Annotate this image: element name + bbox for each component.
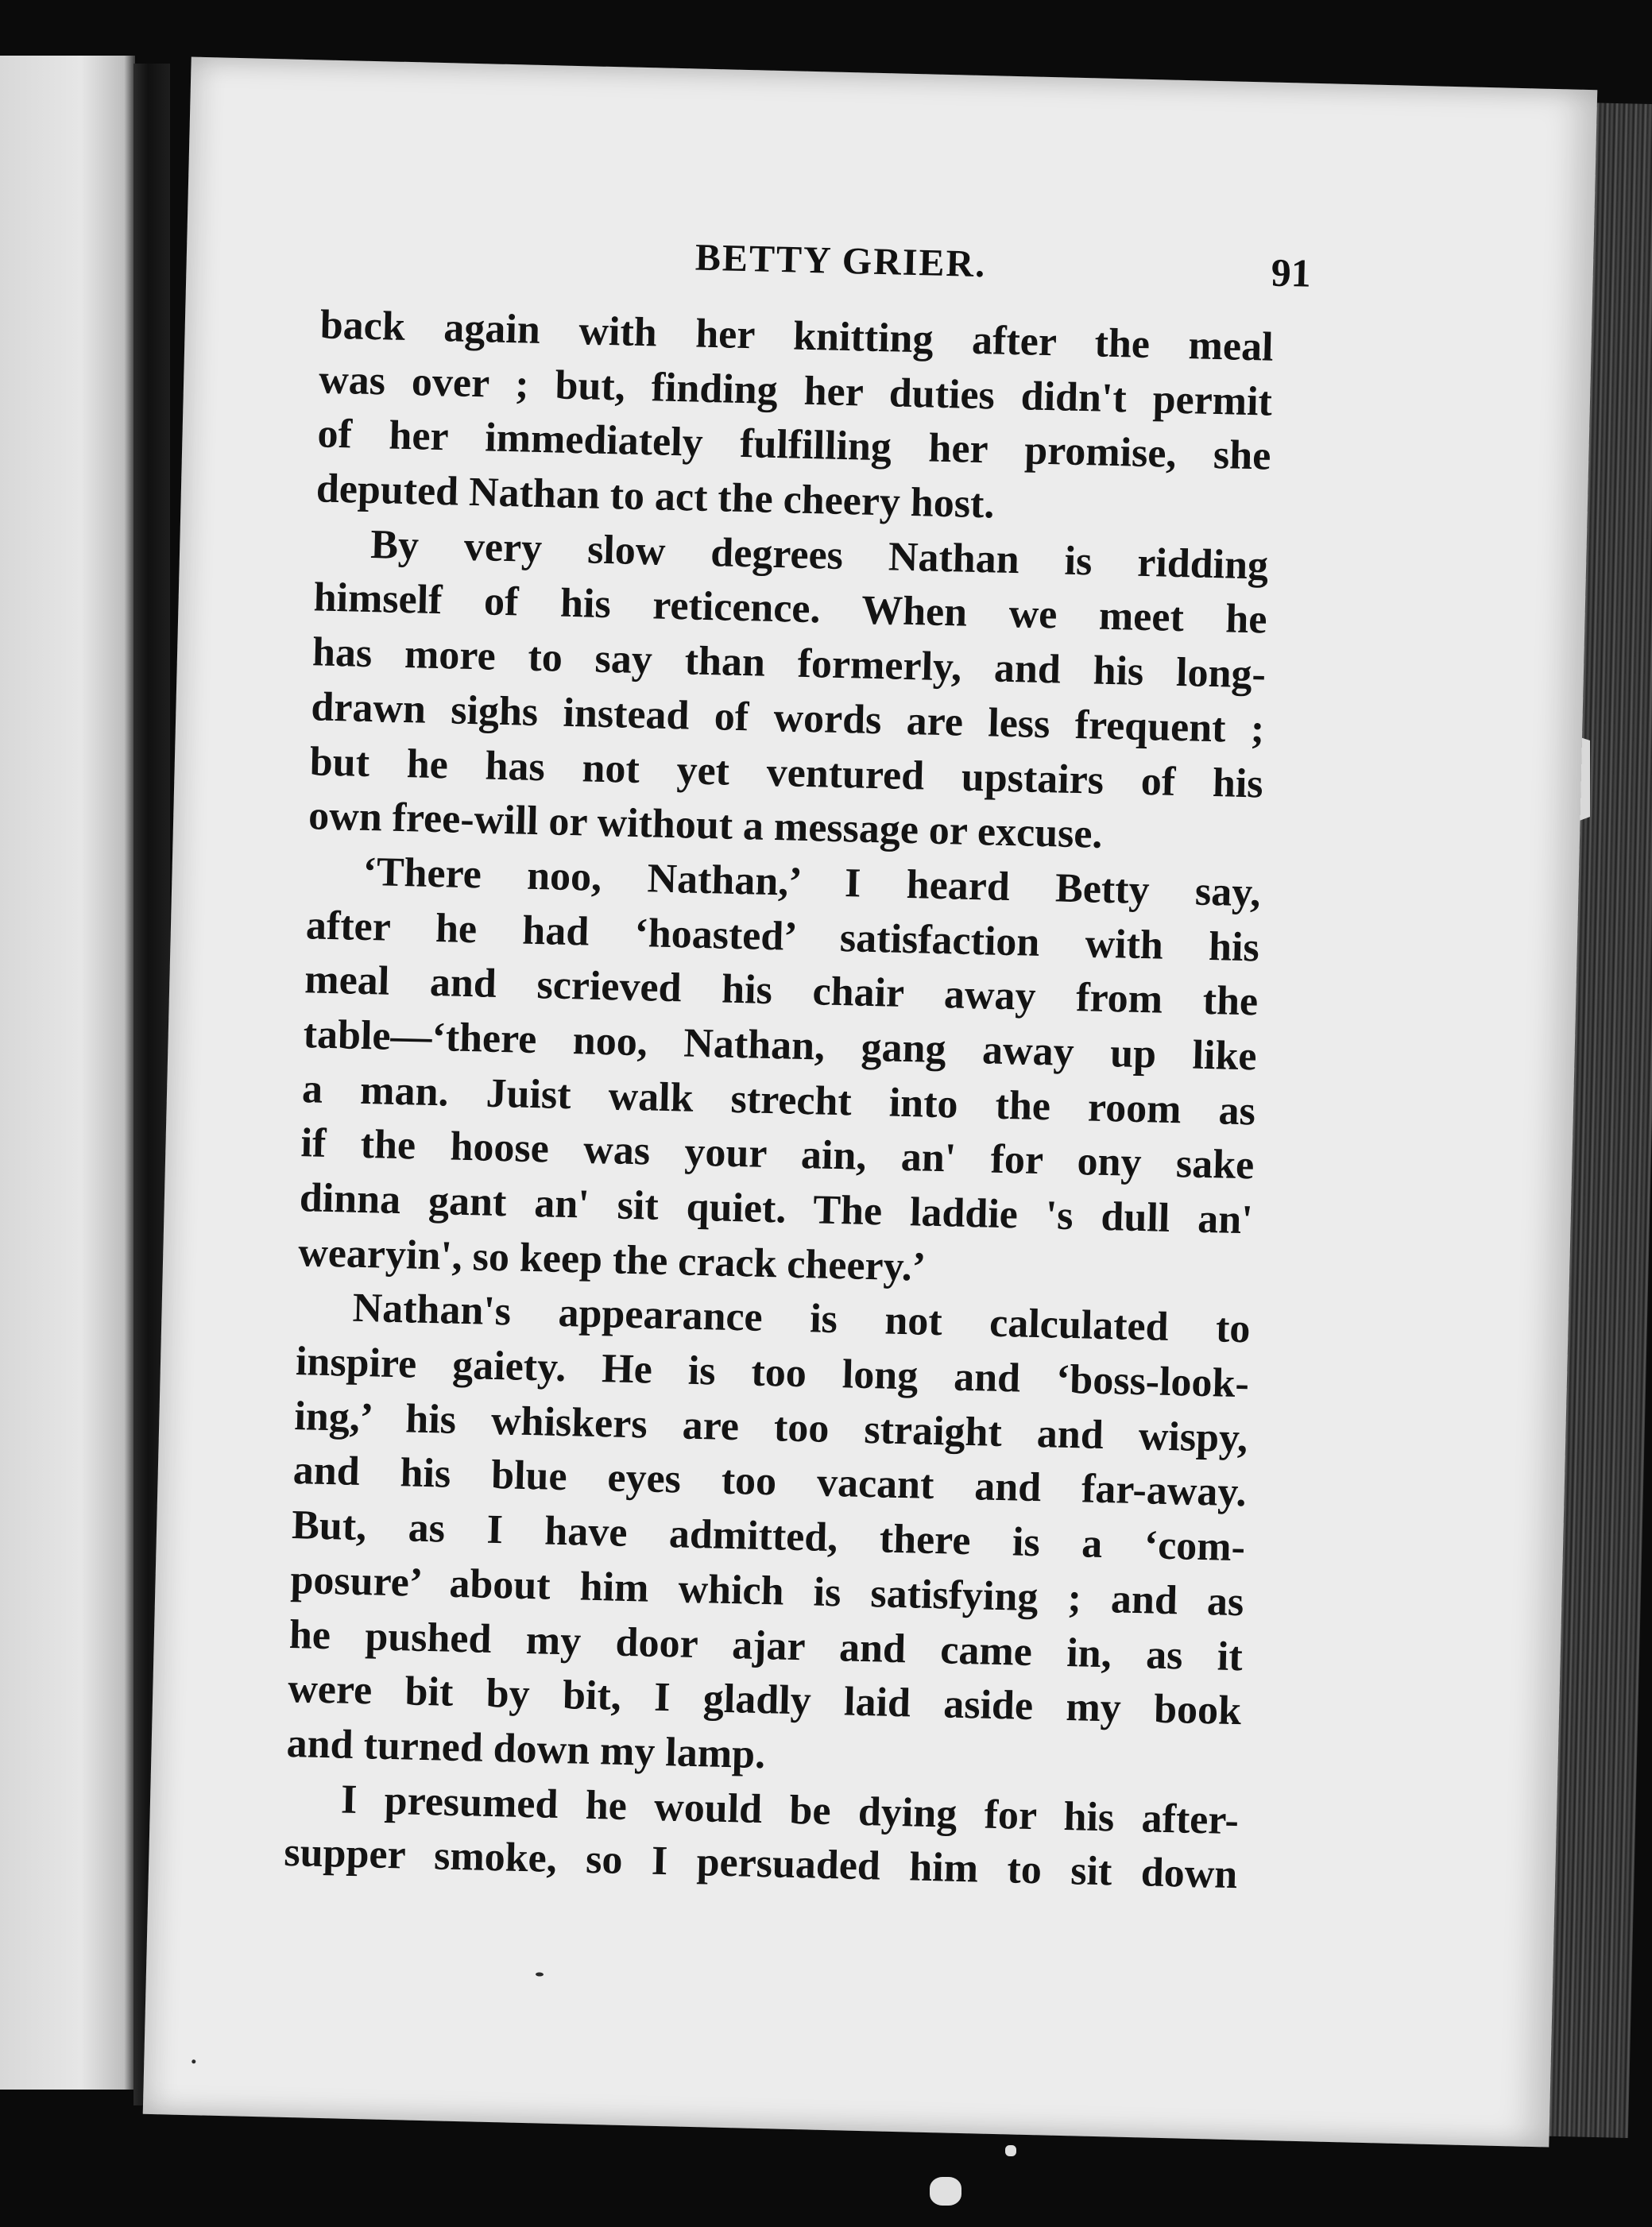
print-speck <box>192 2059 195 2063</box>
page-header <box>186 223 1593 312</box>
text-line: wearyin', so keep the crack cheery.’ <box>297 1229 927 1290</box>
text-line: Nathan's appearance is not calculated to <box>352 1286 1252 1352</box>
running-head: BETTY GRIER. <box>694 236 987 286</box>
text-line: if the hoose was your ain, an' for ony sake <box>300 1120 1255 1189</box>
text-line: were bit by bit, I gladly laid aside my book <box>287 1666 1242 1734</box>
text-line: deputed Nathan to act the cheery host. <box>315 466 996 528</box>
page-number: 91 <box>1271 249 1312 296</box>
text-line: and turned down my lamp. <box>286 1720 766 1777</box>
text-line: back again with her knitting after the meal <box>319 302 1275 370</box>
text-line: has more to say than formerly, and his long- <box>311 629 1267 698</box>
text-line: after he had ‘hoasted’ satisfaction with his <box>305 902 1260 971</box>
text-line: and his blue eyes too vacant and far-away. <box>292 1448 1248 1516</box>
text-line: supper smoke, so I persuaded him to sit down <box>283 1830 1238 1898</box>
text-line: he pushed my door ajar and came in, as it <box>288 1611 1244 1680</box>
left-page-edge <box>0 56 135 2090</box>
text-line: ing,’ his whiskers are too straight and wispy, <box>293 1393 1248 1462</box>
text-line: drawn sighs instead of words are less frequent ; <box>310 684 1265 752</box>
text-line: a man. Juist walk strecht into the room as <box>301 1065 1256 1135</box>
print-speck <box>536 1972 544 1976</box>
text-line: posure’ about him which is satisfying ; and as <box>289 1556 1244 1626</box>
text-line: dinna gant an' sit quiet. The laddie 's dull an' <box>299 1175 1254 1243</box>
text-line: but he has not yet ventured upstairs of his <box>309 738 1264 807</box>
body-text <box>284 298 1275 1903</box>
text-line: table—‘there noo, Nathan, gang away up like <box>303 1011 1258 1080</box>
text-line: By very slow degrees Nathan is ridding <box>369 521 1269 589</box>
text-line: was over ; but, finding her duties didn't permit <box>318 357 1273 425</box>
text-line: of her immediately fulfilling her promise, she <box>316 411 1271 480</box>
book-page <box>143 57 1598 2148</box>
scan-artifact <box>930 2177 961 2206</box>
text-line: inspire gaiety. He is too long and ‘boss-look- <box>295 1339 1250 1407</box>
text-line: I presumed he would be dying for his after- <box>340 1777 1240 1843</box>
text-line: ‘There noo, Nathan,’ I heard Betty say, <box>362 849 1262 916</box>
text-line: But, as I have admitted, there is a ‘com- <box>291 1502 1246 1571</box>
text-line: meal and scrieved his chair away from the <box>304 957 1259 1025</box>
scan-artifact <box>1005 2145 1016 2156</box>
text-line: himself of his reticence. When we meet he <box>313 574 1268 644</box>
text-line: own free-will or without a message or excuse. <box>308 793 1104 857</box>
